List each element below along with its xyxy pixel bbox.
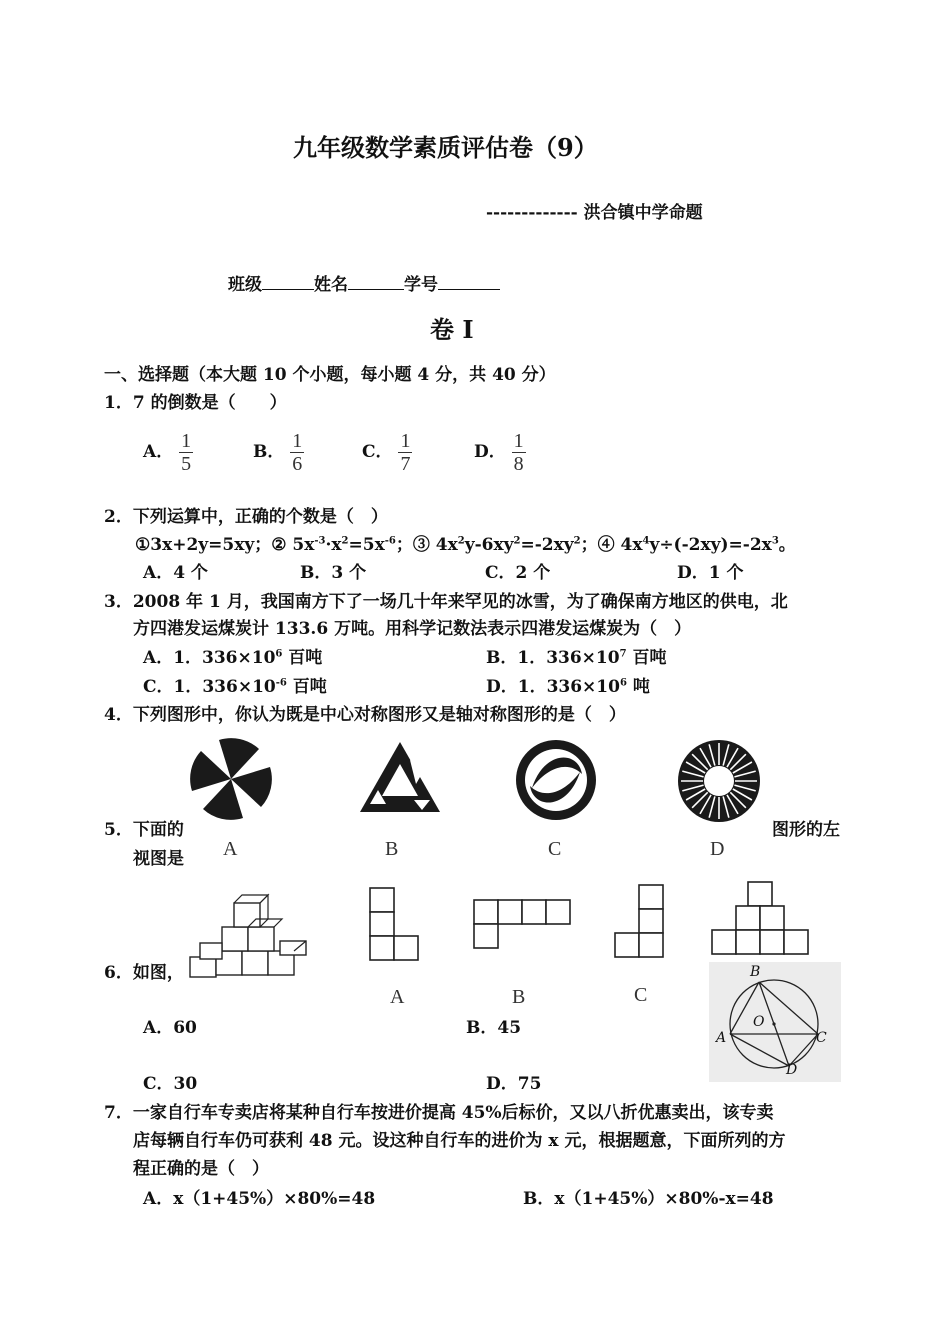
name-label: 姓名 (314, 275, 348, 295)
q3-option-d: D．1．$336\times 10^6$ 吨 (486, 677, 650, 697)
q4-figure-b-recycle-icon (358, 740, 442, 816)
class-label: 班级 (228, 275, 262, 295)
q5-view-d (710, 880, 812, 960)
q1-d-fraction: $\frac{1}{8}$ (513, 430, 524, 475)
q6-option-d: D．75 (486, 1074, 542, 1094)
q7-line2: 店每辆自行车仍可获利 48 元。设这种自行车的进价为 x 元，根据题意，下面所列的方 (133, 1131, 786, 1151)
q1-stem: 1．7 的倒数是（ ） (104, 393, 287, 413)
name-blank[interactable] (348, 275, 404, 290)
q2-option-b: B．3 个 (300, 563, 367, 583)
q2-expressions: ①3x+2y=5xy；② $5x^{-3}\cdot x^2=5x^{-6}$；③ $4x^2y-6xy^2=-2xy^2$；④ $4x^4y\div(-2xy)=-2x^3$。 (135, 535, 796, 555)
q1-c-label: C． (362, 442, 393, 462)
q2-option-c: C．2 个 (485, 563, 551, 583)
q1-option-b (253, 430, 304, 475)
q6-point-c: C (816, 1030, 827, 1046)
q1-a-label: A． (143, 442, 174, 462)
q4-label-a: A (223, 838, 238, 860)
q4-figure-c-ring-emblem (514, 738, 598, 822)
q3-option-a: A．1．$336\times 10^6$ 百吨 (143, 648, 323, 668)
q1-c-fraction: $\frac{1}{7}$ (400, 430, 411, 475)
q7-option-b: B．x（1+45%）×80%-x=48 (523, 1189, 774, 1209)
q1-option-c (362, 430, 412, 475)
q3-line2: 方四港发运煤炭计 133.6 万吨。用科学记数法表示四港发运煤炭为（ ） (133, 619, 692, 639)
author-line: ------------- 洪合镇中学命题 (486, 203, 703, 223)
q1-d-label: D． (474, 442, 506, 462)
q6-circle-figure (709, 962, 841, 1082)
q2-option-a: A．4 个 (143, 563, 208, 583)
q7-line1: 7．一家自行车专卖店将某种自行车按进价提高 45%后标价，又以八折优惠卖出，该专卖 (104, 1103, 774, 1123)
q4-stem: 4．下列图形中，你认为既是中心对称图形又是轴对称图形的是（ ） (104, 705, 626, 725)
q1-option-d (474, 430, 526, 475)
number-blank[interactable] (438, 275, 500, 290)
q7-line3: 程正确的是（ ） (133, 1159, 269, 1179)
q5-label-c: C (634, 984, 648, 1006)
volume-heading: 卷 Ⅰ (430, 315, 474, 344)
q2-stem: 2．下列运算中，正确的个数是（ ） (104, 507, 388, 527)
q5-label-a: A (390, 986, 405, 1008)
page-title: 九年级数学素质评估卷（9） (293, 133, 598, 162)
q4-label-c: C (548, 838, 562, 860)
q6-option-a: A．60 (143, 1018, 197, 1038)
q2-option-d: D．1 个 (677, 563, 744, 583)
q7-option-a: A．x（1+45%）×80%=48 (143, 1189, 376, 1209)
q1-b-label: B． (253, 442, 285, 462)
q6-point-b: B (750, 964, 761, 980)
q6-option-b: B．45 (466, 1018, 522, 1038)
q5-line2: 视图是 (133, 849, 184, 869)
class-blank[interactable] (262, 275, 314, 290)
q5-view-a (368, 886, 424, 962)
q1-a-fraction: $\frac{1}{5}$ (181, 430, 192, 475)
q6-option-c: C．30 (143, 1074, 198, 1094)
q4-label-b: B (385, 838, 399, 860)
q6-point-o: O (753, 1014, 765, 1030)
q3-option-b: B．1．$336\times 10^7$ 百吨 (486, 648, 667, 668)
q4-figure-d-sunburst (676, 738, 762, 824)
q6-point-a: A (716, 1030, 727, 1046)
q5-view-c (613, 883, 665, 961)
q5-view-b (472, 898, 576, 950)
q6-stem: 6．如图， (104, 963, 184, 983)
q1-b-fraction: $\frac{1}{6}$ (292, 430, 303, 475)
q6-point-d: D (786, 1062, 798, 1078)
q5-stem-start: 5．下面的 (104, 820, 184, 840)
student-info-line (228, 270, 500, 295)
section-heading: 一、选择题（本大题 10 个小题，每小题 4 分，共 40 分） (104, 365, 556, 385)
q4-figure-a-pinwheel (190, 738, 272, 820)
q4-label-d: D (710, 838, 725, 860)
q3-line1: 3．2008 年 1 月，我国南方下了一场几十年来罕见的冰雪，为了确保南方地区的供电，北 (104, 592, 788, 612)
number-label: 学号 (404, 275, 438, 295)
q5-stem-end: 图形的左 (772, 820, 840, 840)
q1-option-a (143, 430, 193, 475)
q5-cube-stack-figure (186, 885, 314, 979)
q3-option-c: C．1．$336\times 10^{-6}$ 百吨 (143, 677, 327, 697)
q5-label-b: B (512, 986, 526, 1008)
